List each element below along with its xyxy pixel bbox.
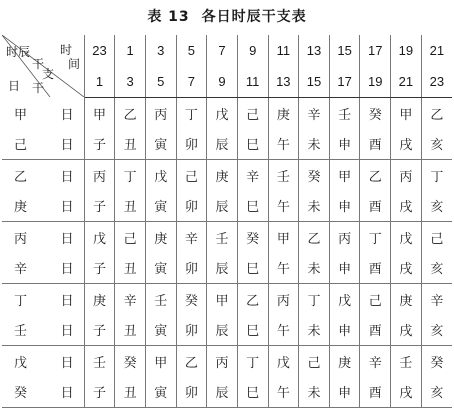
- hour-stem-cell: 戊: [268, 346, 299, 377]
- day-stem: 戊: [14, 355, 28, 371]
- hour-branch-cell: 巳: [237, 315, 268, 346]
- ganzhi-table: [2, 35, 452, 408]
- hour-stem-cell: 庚: [268, 98, 299, 129]
- hour-branch-cell: 酉: [360, 377, 391, 408]
- hour-stem-cell: 丁: [360, 222, 391, 253]
- hour-branch-cell: 亥: [421, 315, 452, 346]
- hour-stem-cell: 乙: [299, 222, 330, 253]
- hour-start-cell: 19: [391, 35, 422, 66]
- hour-stem-cell: 甲: [329, 160, 360, 191]
- day-stem-cell: [2, 191, 84, 222]
- hour-stem-cell: 丁: [176, 98, 207, 129]
- stem-row: [2, 160, 452, 191]
- hour-branch-cell: 酉: [360, 191, 391, 222]
- hour-branch-cell: 卯: [176, 129, 207, 160]
- hour-stem-cell: 丁: [237, 346, 268, 377]
- corner-gan2: 干: [32, 81, 45, 95]
- day-stem-cell: [2, 377, 84, 408]
- hour-stem-cell: 乙: [115, 98, 146, 129]
- hour-branch-cell: 午: [268, 129, 299, 160]
- hour-end-cell: 21: [391, 66, 422, 98]
- hour-start-cell: 9: [237, 35, 268, 66]
- hour-stem-cell: 壬: [145, 284, 176, 315]
- hour-stem-cell: 丙: [207, 346, 238, 377]
- hour-branch-cell: 辰: [207, 191, 238, 222]
- hour-branch-cell: 丑: [115, 315, 146, 346]
- hour-stem-cell: 丁: [115, 160, 146, 191]
- hour-stem-cell: 庚: [145, 222, 176, 253]
- hour-branch-cell: 未: [299, 377, 330, 408]
- corner-header: [2, 35, 84, 98]
- table-number: 表 13: [147, 9, 190, 25]
- day-stem: 癸: [14, 386, 28, 402]
- stem-row: [2, 222, 452, 253]
- hour-stem-cell: 乙: [176, 346, 207, 377]
- hour-stem-cell: 癸: [299, 160, 330, 191]
- corner-jian: 间: [68, 57, 81, 71]
- branch-row: [2, 253, 452, 284]
- table-caption: 各日时辰干支表: [201, 9, 307, 25]
- day-stem-cell: [2, 346, 84, 377]
- hour-stem-cell: 癸: [237, 222, 268, 253]
- hour-branch-cell: 丑: [115, 253, 146, 284]
- hour-branch-cell: 子: [84, 315, 115, 346]
- hour-branch-cell: 寅: [145, 377, 176, 408]
- hour-stem-cell: 辛: [176, 222, 207, 253]
- day-stem-cell: [2, 253, 84, 284]
- hour-stem-cell: 丙: [329, 222, 360, 253]
- stem-row: [2, 98, 452, 129]
- stem-row: [2, 284, 452, 315]
- day-stem-cell: [2, 315, 84, 346]
- hour-stem-cell: 丁: [299, 284, 330, 315]
- hour-branch-cell: 丑: [115, 377, 146, 408]
- hour-branch-cell: 戌: [391, 377, 422, 408]
- hour-branch-cell: 卯: [176, 253, 207, 284]
- hour-stem-cell: 己: [176, 160, 207, 191]
- day-suffix: 日: [60, 386, 74, 402]
- hour-branch-cell: 戌: [391, 129, 422, 160]
- corner-ri: 日: [8, 79, 21, 93]
- hour-branch-cell: 申: [329, 377, 360, 408]
- hour-branch-cell: 亥: [421, 129, 452, 160]
- hour-stem-cell: 癸: [176, 284, 207, 315]
- corner-shichen: 时辰: [6, 45, 31, 59]
- day-suffix: 日: [60, 231, 74, 247]
- hour-stem-cell: 癸: [115, 346, 146, 377]
- hour-end-cell: 7: [176, 66, 207, 98]
- hour-stem-cell: 戊: [391, 222, 422, 253]
- hour-stem-cell: 庚: [92, 293, 106, 309]
- hour-end-cell: 15: [299, 66, 330, 98]
- hour-stem-cell: 己: [299, 346, 330, 377]
- hour-branch-cell: 酉: [360, 253, 391, 284]
- hour-stem-cell: 癸: [360, 98, 391, 129]
- branch-row: [2, 377, 452, 408]
- hour-stem-cell: 辛: [421, 284, 452, 315]
- hour-stem-cell: 戊: [329, 284, 360, 315]
- hour-branch-cell: 子: [84, 377, 115, 408]
- hour-stem-cell: 乙: [237, 284, 268, 315]
- hour-branch-cell: 丑: [115, 191, 146, 222]
- hour-branch-cell: 卯: [176, 315, 207, 346]
- day-suffix: 日: [60, 107, 74, 123]
- day-stem-cell: [2, 284, 84, 315]
- hour-stem-cell: 丙: [92, 169, 106, 185]
- hour-branch-cell: 巳: [237, 129, 268, 160]
- hour-branch-cell: 酉: [360, 315, 391, 346]
- hour-stem-cell: 丙: [391, 160, 422, 191]
- branch-row: [2, 315, 452, 346]
- hour-branch-cell: 辰: [207, 315, 238, 346]
- hour-stem-cell: 戊: [92, 231, 106, 247]
- hour-stem-cell: 辛: [299, 98, 330, 129]
- hour-branch-cell: 亥: [421, 253, 452, 284]
- hour-start-cell: 7: [207, 35, 238, 66]
- hour-branch-cell: 辰: [207, 129, 238, 160]
- stem-row: [2, 346, 452, 377]
- hour-stem-cell: 己: [115, 222, 146, 253]
- hour-branch-cell: 未: [299, 129, 330, 160]
- hour-branch-cell: 丑: [115, 129, 146, 160]
- hour-branch-cell: 未: [299, 315, 330, 346]
- hour-branch-cell: 巳: [237, 253, 268, 284]
- hour-branch-cell: 寅: [145, 253, 176, 284]
- day-stem: 乙: [14, 169, 28, 185]
- hour-stem-cell: 甲: [207, 284, 238, 315]
- hour-stem-cell: 甲: [268, 222, 299, 253]
- hour-branch-cell: 未: [299, 191, 330, 222]
- day-stem: 辛: [14, 262, 28, 278]
- hour-stem-cell: 丙: [268, 284, 299, 315]
- hour-end-cell: 1: [84, 66, 115, 98]
- hour-branch-cell: 午: [268, 253, 299, 284]
- hour-branch-cell: 申: [329, 191, 360, 222]
- day-stem-cell: [2, 129, 84, 160]
- hour-branch-cell: 午: [268, 377, 299, 408]
- day-suffix: 日: [60, 200, 74, 216]
- hour-stem-cell: 丁: [421, 160, 452, 191]
- hour-stem-cell: 壬: [329, 98, 360, 129]
- day-stem: 丁: [14, 293, 28, 309]
- day-suffix: 日: [60, 324, 74, 340]
- day-suffix: 日: [60, 169, 74, 185]
- hour-stem-cell: 壬: [207, 222, 238, 253]
- hour-end-cell: 9: [207, 66, 238, 98]
- hour-end-cell: 23: [421, 66, 452, 98]
- hour-stem-cell: 庚: [329, 346, 360, 377]
- hour-branch-cell: 申: [329, 129, 360, 160]
- hour-start-cell: 17: [360, 35, 391, 66]
- hour-branch-cell: 戌: [391, 191, 422, 222]
- hour-branch-cell: 巳: [237, 191, 268, 222]
- hour-branch-cell: 午: [268, 315, 299, 346]
- hour-stem-cell: 甲: [92, 107, 106, 123]
- hour-start-cell: 5: [176, 35, 207, 66]
- hour-branch-cell: 辰: [207, 253, 238, 284]
- corner-gan: 干: [32, 57, 45, 71]
- hour-branch-cell: 申: [329, 315, 360, 346]
- hour-stem-cell: 丙: [145, 98, 176, 129]
- hour-branch-cell: 申: [329, 253, 360, 284]
- hour-start-cell: 23: [92, 43, 107, 58]
- hour-stem-cell: 辛: [237, 160, 268, 191]
- hour-stem-cell: 甲: [145, 346, 176, 377]
- hour-start-cell: 13: [299, 35, 330, 66]
- hour-start-cell: 1: [115, 35, 146, 66]
- day-stem: 丙: [14, 231, 28, 247]
- hour-branch-cell: 卯: [176, 191, 207, 222]
- hour-stem-cell: 戊: [207, 98, 238, 129]
- hour-branch-cell: 亥: [421, 377, 452, 408]
- day-suffix: 日: [60, 262, 74, 278]
- day-suffix: 日: [60, 293, 74, 309]
- hour-branch-cell: 卯: [176, 377, 207, 408]
- hour-stem-cell: 癸: [421, 346, 452, 377]
- day-stem: 壬: [14, 324, 28, 340]
- hour-branch-cell: 子: [84, 191, 115, 222]
- corner-shi: 时: [60, 43, 73, 57]
- hour-start-cell: 21: [421, 35, 452, 66]
- hour-start-cell: 3: [145, 35, 176, 66]
- day-suffix: 日: [60, 355, 74, 371]
- hour-stem-cell: 壬: [391, 346, 422, 377]
- hour-branch-cell: 酉: [360, 129, 391, 160]
- day-stem-cell: [2, 160, 84, 191]
- hour-stem-cell: 己: [421, 222, 452, 253]
- hour-branch-cell: 寅: [145, 191, 176, 222]
- hour-branch-cell: 未: [299, 253, 330, 284]
- day-stem-cell: [2, 98, 84, 129]
- hour-end-cell: 5: [145, 66, 176, 98]
- hour-end-cell: 3: [115, 66, 146, 98]
- day-stem-cell: [2, 222, 84, 253]
- hour-branch-cell: 戌: [391, 253, 422, 284]
- hour-end-cell: 17: [329, 66, 360, 98]
- table-title: [0, 6, 454, 26]
- hour-stem-cell: 甲: [391, 98, 422, 129]
- hour-start-cell: 11: [268, 35, 299, 66]
- hour-branch-cell: 戌: [391, 315, 422, 346]
- hour-stem-cell: 己: [237, 98, 268, 129]
- hour-stem-cell: 戊: [145, 160, 176, 191]
- hour-branch-cell: 寅: [145, 315, 176, 346]
- day-stem: 庚: [14, 200, 28, 216]
- hour-stem-cell: 乙: [421, 98, 452, 129]
- hour-stem-cell: 辛: [360, 346, 391, 377]
- hour-branch-cell: 巳: [237, 377, 268, 408]
- day-stem: 己: [14, 138, 28, 154]
- header-row-start: [2, 35, 452, 66]
- day-suffix: 日: [60, 138, 74, 154]
- hour-branch-cell: 寅: [145, 129, 176, 160]
- hour-branch-cell: 辰: [207, 377, 238, 408]
- hour-branch-cell: 子: [84, 129, 115, 160]
- corner-zhi: 支: [42, 67, 55, 81]
- hour-branch-cell: 亥: [421, 191, 452, 222]
- branch-row: [2, 191, 452, 222]
- branch-row: [2, 129, 452, 160]
- hour-stem-cell: 庚: [207, 160, 238, 191]
- hour-stem-cell: 辛: [115, 284, 146, 315]
- hour-start-cell: 15: [329, 35, 360, 66]
- hour-stem-cell: 己: [360, 284, 391, 315]
- hour-stem-cell: 壬: [268, 160, 299, 191]
- hour-end-cell: 19: [360, 66, 391, 98]
- hour-branch-cell: 子: [84, 253, 115, 284]
- day-stem: 甲: [14, 107, 28, 123]
- hour-stem-cell: 庚: [391, 284, 422, 315]
- hour-end-cell: 11: [237, 66, 268, 98]
- hour-branch-cell: 午: [268, 191, 299, 222]
- hour-end-cell: 13: [268, 66, 299, 98]
- hour-stem-cell: 乙: [360, 160, 391, 191]
- hour-stem-cell: 壬: [92, 355, 106, 371]
